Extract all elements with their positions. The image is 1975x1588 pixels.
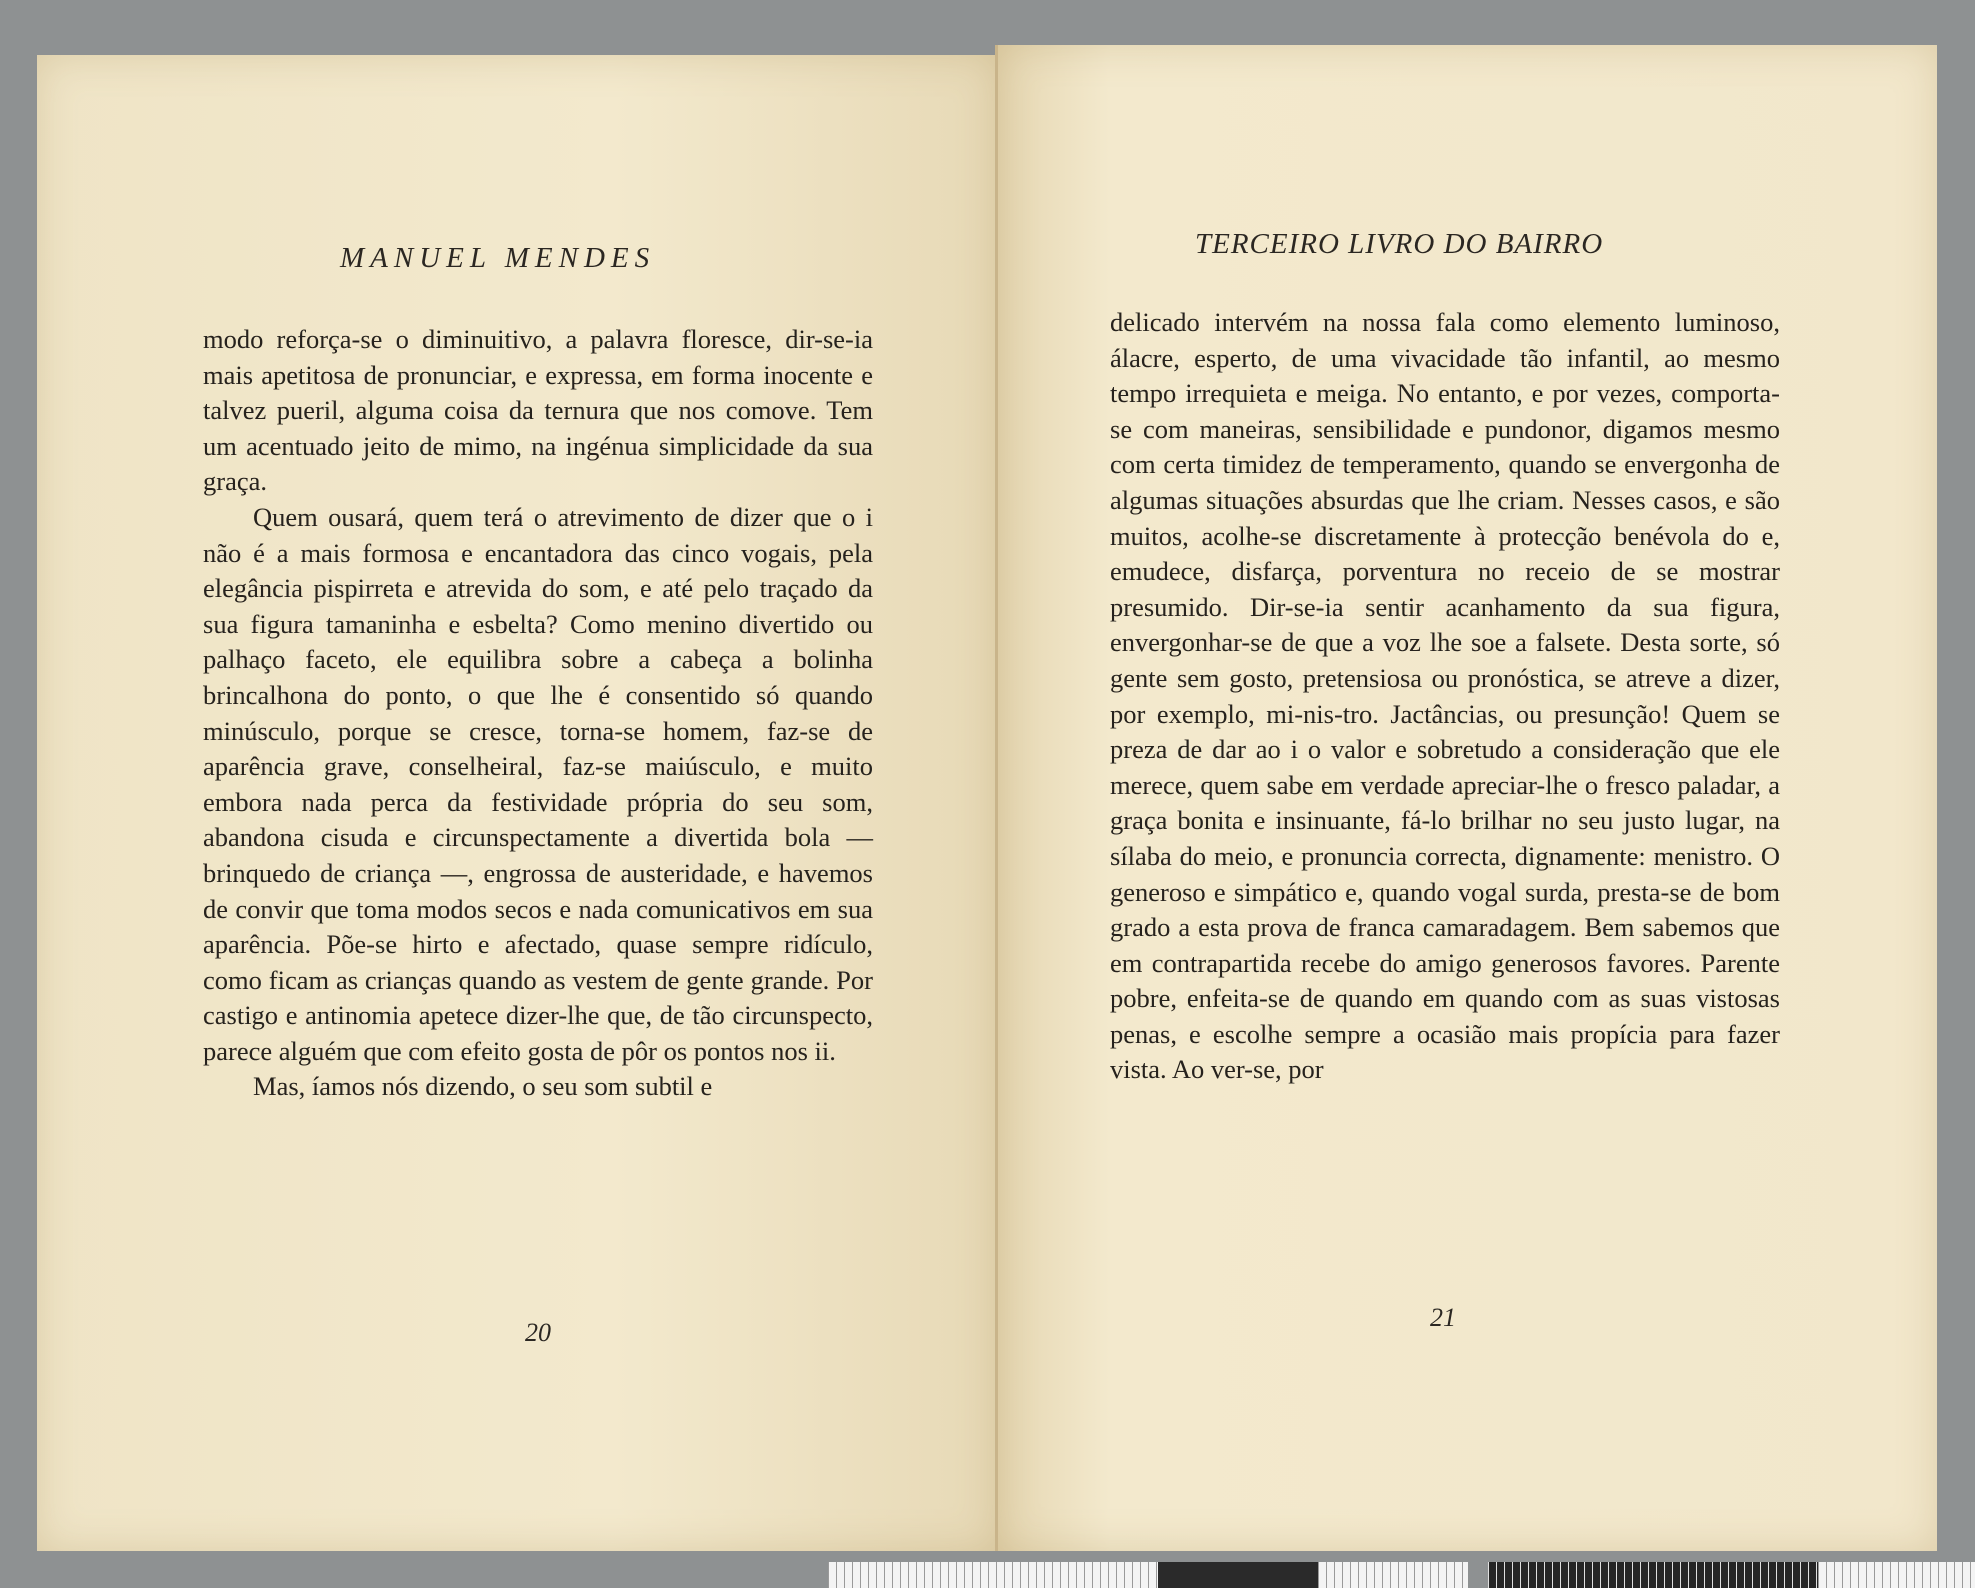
scale-ruler — [828, 1562, 1975, 1588]
right-paragraph-1: delicado intervém na nossa fala como elemento luminoso, álacre, esperto, de uma vivacidade tão infantil, ao mesmo tempo irrequieta e meiga. No entanto, e por vezes, comporta-se com maneiras, sensibilidade e pundonor, digamos mesmo com certa timidez de temperamento, quando se envergonha de algumas situações absurdas que lhe criam. Nesses casos, e são muitos, acolhe-se discretamente à protecção benévola do e, emudece, disfarça, porventura no receio de se mostrar presumido. Dir-se-ia sentir acanhamento da sua figura, envergonhar-se de que a voz lhe soe a falsete. Desta sorte, só gente sem gosto, pretensiosa ou pronóstica, se atreve a dizer, por exemplo, mi-nis-tro. Jactâncias, ou presunção! Quem se preza de dar ao i o valor e sobretudo a consideração que ele merece, quem sabe em verdade apreciar-lhe o fresco paladar, a graça bonita e insinuante, fá-lo brilhar no seu justo lugar, na sílaba do meio, e pronuncia correcta, dignamente: menistro. O generoso e simpático e, quando vogal surda, presta-se de bom grado a esta prova de franca camaradagem. Bem sabemos que em contrapartida recebe do amigo generosos favores. Parente pobre, enfeita-se de quando em quando com as suas vistosas penas, e escolhe sempre a ocasião mais propícia para fazer vista. Ao ver-se, por — [1110, 307, 1780, 1085]
right-running-header: TERCEIRO LIVRO DO BAIRRO — [1195, 228, 1604, 260]
left-page-body — [203, 322, 873, 1105]
right-page-body — [1110, 305, 1780, 1088]
right-page-number: 21 — [1430, 1303, 1456, 1332]
ruler-segment-light — [1318, 1562, 1468, 1588]
ruler-segment-dark — [1488, 1562, 1818, 1588]
left-paragraph-1: modo reforça-se o diminuitivo, a palavra floresce, dir-se-ia mais apetitosa de pronunciar, e expressa, em forma inocente e talvez pueril, alguma coisa da ternura que nos comove. Tem um acentuado jeito de mimo, na ingénua simplicidade da sua graça. — [203, 324, 873, 497]
book-gutter — [995, 45, 998, 1551]
left-paragraph-3: Mas, íamos nós dizendo, o seu som subtil e — [253, 1071, 713, 1102]
ruler-segment-light — [828, 1562, 1158, 1588]
left-paragraph-2: Quem ousará, quem terá o atrevimento de dizer que o i não é a mais formosa e encantadora das cinco vogais, pela elegância pispirreta e atrevida do som, e até pelo traçado da sua figura tamaninha e esbelta? Como menino divertido ou palhaço faceto, ele equilibra sobre a cabeça a bolinha brincalhona do ponto, o que lhe é consentido só quando minúsculo, porque se cresce, torna-se homem, faz-se de aparência grave, conselheiral, faz-se maiúsculo, e muito embora nada perca da festividade própria do seu som, abandona cisuda e circunspectamente a divertida bola — brinquedo de criança —, engrossa de austeridade, e havemos de convir que toma modos secos e nada comunicativos em sua aparência. Põe-se hirto e afectado, quase sempre ridículo, como ficam as crianças quando as vestem de gente grande. Por castigo e antinomia apetece dizer-lhe que, de tão circunspecto, parece alguém que com efeito gosta de pôr os pontos nos ii. — [203, 501, 873, 1066]
ruler-segment-light — [1818, 1562, 1975, 1588]
ruler-segment-dark — [1158, 1562, 1318, 1588]
left-page-number: 20 — [525, 1318, 551, 1347]
left-running-header: MANUEL MENDES — [340, 242, 656, 274]
